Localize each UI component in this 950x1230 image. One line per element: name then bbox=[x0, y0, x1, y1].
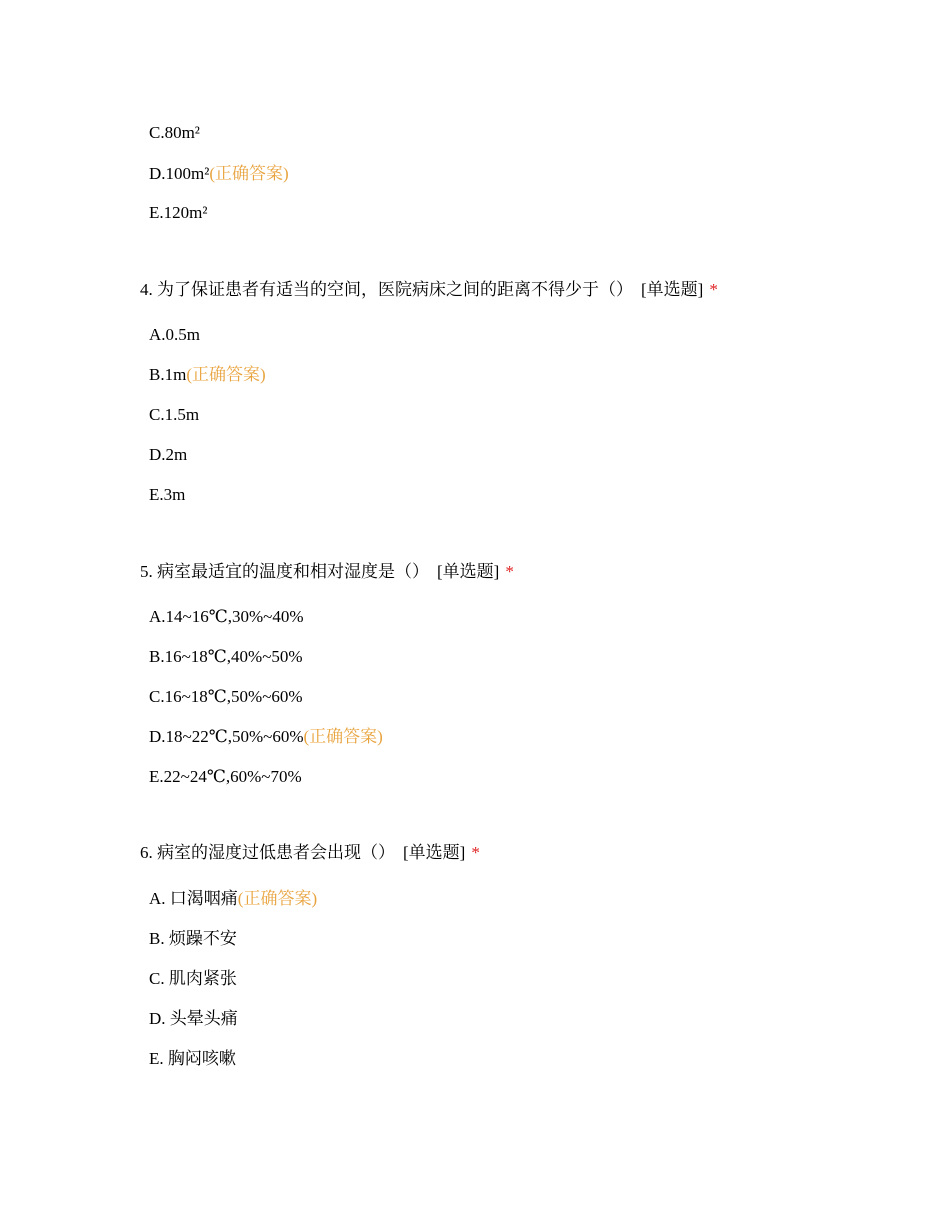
option-item: A.0.5m bbox=[149, 325, 200, 344]
question-title: 6. 病室的湿度过低患者会出现（） [单选题] * bbox=[140, 843, 480, 862]
option-item: E. 胸闷咳嗽 bbox=[149, 1049, 236, 1068]
option-item: D. 头晕头痛 bbox=[149, 1009, 238, 1028]
question-type: [单选题] bbox=[403, 843, 466, 862]
option-item: C.1.5m bbox=[149, 405, 200, 424]
option-item: B. 烦躁不安 bbox=[149, 929, 237, 948]
option-item: A.14~16℃,30%~40% bbox=[149, 607, 304, 626]
required-mark: * bbox=[505, 562, 514, 581]
option-item: B.16~18℃,40%~50% bbox=[149, 647, 303, 666]
question-title: 5. 病室最适宜的温度和相对湿度是（） [单选题] * bbox=[140, 562, 514, 581]
required-mark: * bbox=[471, 843, 480, 862]
required-mark: * bbox=[709, 280, 718, 299]
option-item: D.18~22℃,50%~60%(正确答案) bbox=[149, 727, 383, 746]
option-item: E.3m bbox=[149, 485, 186, 504]
option-item: D.2m bbox=[149, 445, 188, 464]
question-title: 4. 为了保证患者有适当的空间，医院病床之间的距离不得少于（） [单选题] * bbox=[140, 280, 718, 299]
option-item: C. 肌肉紧张 bbox=[149, 969, 237, 988]
question-type: [单选题] bbox=[437, 562, 500, 581]
option-item: E.120m² bbox=[149, 203, 208, 222]
option-item: C.80m² bbox=[149, 123, 200, 142]
option-item: A. 口渴咽痛(正确答案) bbox=[149, 889, 318, 908]
option-item: B.1m(正确答案) bbox=[149, 365, 266, 384]
correct-answer-tag: (正确答案) bbox=[303, 727, 383, 746]
correct-answer-tag: (正确答案) bbox=[237, 889, 318, 908]
option-item: E.22~24℃,60%~70% bbox=[149, 767, 302, 786]
option-item: C.16~18℃,50%~60% bbox=[149, 687, 303, 706]
correct-answer-tag: (正确答案) bbox=[209, 164, 289, 183]
option-item: D.100m²(正确答案) bbox=[149, 164, 289, 183]
correct-answer-tag: (正确答案) bbox=[186, 365, 266, 384]
question-type: [单选题] bbox=[641, 280, 704, 299]
